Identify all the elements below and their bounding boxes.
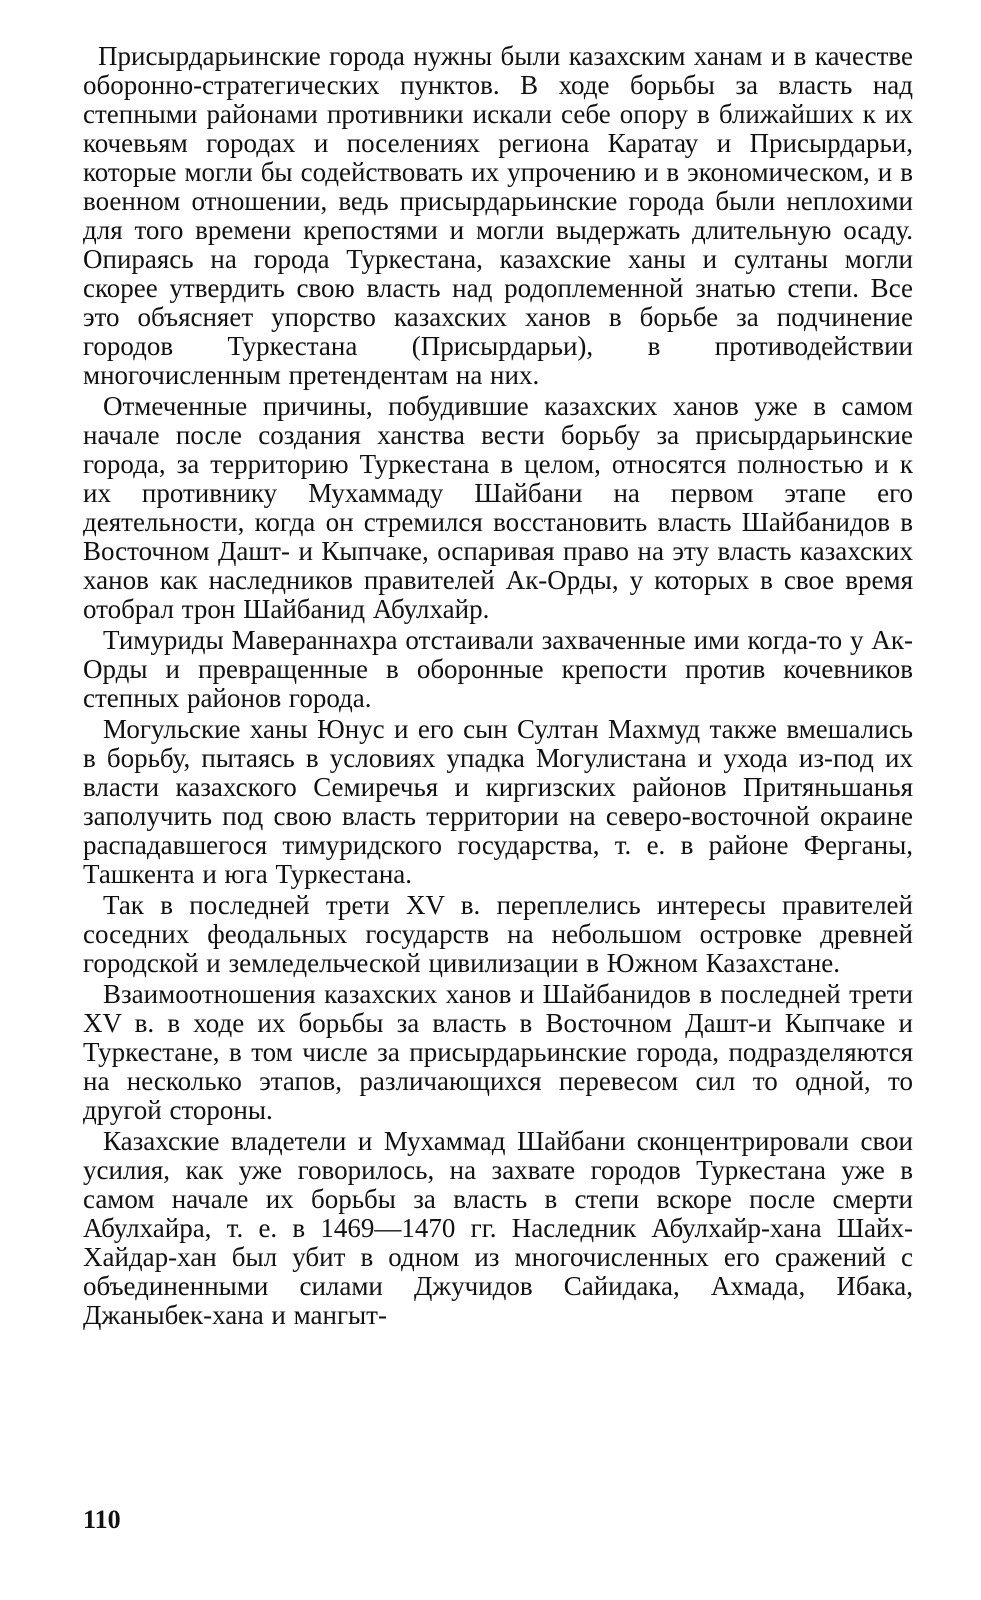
- paragraph-7: Казахские владетели и Мухаммад Шайбани сконцентрировали свои усилия, как уже говорилось, на захвате городов Туркестана уже в самом начале их борьбы за власть в степи вскоре после смерти Абулхайра, т. е. в 1469—1470 гг. Наследник Абулхайр-хана Шайх-Хайдар-хан был убит в одном из многочисленных его сражений с объединенными силами Джучидов Сайидака, Ахмада, Ибака, Джаныбек-хана и мангыт-: [83, 1126, 913, 1330]
- paragraph-4: Могульские ханы Юнус и его сын Султан Махмуд также вмешались в борьбу, пытаясь в условиях упадка Могулистана и ухода из-под их власти казахского Семиречья и киргизских районов Притяньшанья заполучить под свою власть территории на северо-восточной окраине распадавшегося тимуридского государства, т. е. в районе Ферганы, Ташкента и юга Туркестана.: [83, 714, 913, 889]
- book-page: [83, 42, 913, 1562]
- paragraph-1: Присырдарьинские города нужны были казахским ханам и в качестве оборонно-стратегических пунктов. В ходе борьбы за власть над степными районами противники искали себе опору в ближайших к их кочевьям городах и поселениях региона Каратау и Присырдарьи, которые могли бы содействовать их упрочению и в экономическом, и в военном отношении, ведь присырдарьинские города были неплохими для того времени крепостями и могли выдержать длительную осаду. Опираясь на города Туркестана, казахские ханы и султаны могли скорее утвердить свою власть над родоплеменной знатью степи. Все это объясняет упорство казахских ханов в борьбе за подчинение городов Туркестана (Присырдарьи), в противодействии многочисленным претендентам на них.: [83, 42, 913, 390]
- paragraph-6: Взаимоотношения казахских ханов и Шайбанидов в последней трети XV в. в ходе их борьбы за власть в Восточном Дашт-и Кыпчаке и Туркестане, в том числе за присырдарьинские города, подразделяются на несколько этапов, различающихся перевесом сил то одной, то другой стороны.: [83, 979, 913, 1125]
- paragraph-2: Отмеченные причины, побудившие казахских ханов уже в самом начале после создания ханства вести борьбу за присырдарьинские города, за территорию Туркестана в целом, относятся полностью и к их противнику Мухаммаду Шайбани на первом этапе его деятельности, когда он стремился восстановить власть Шайбанидов в Восточном Дашт- и Кыпчаке, оспаривая право на эту власть казахских ханов как наследников правителей Ак-Орды, у которых в свое время отобрал трон Шайбанид Абулхайр.: [83, 391, 913, 624]
- paragraph-3: Тимуриды Мавераннахра отстаивали захваченные ими когда-то у Ак-Орды и превращенные в оборонные крепости против кочевников степных районов города.: [83, 625, 913, 713]
- page-number: 110: [83, 1505, 121, 1534]
- paragraph-5: Так в последней трети XV в. переплелись интересы правителей соседних феодальных государств на небольшом островке древней городской и земледельческой цивилизации в Южном Казахстане.: [83, 890, 913, 978]
- text-body: [83, 42, 913, 1330]
